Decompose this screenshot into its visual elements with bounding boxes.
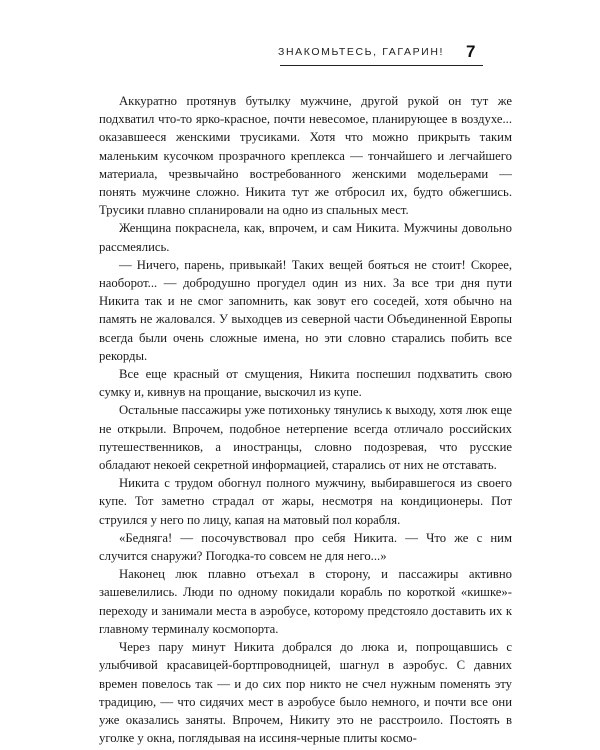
header-rule: [280, 65, 483, 66]
page-number: 7: [466, 42, 476, 61]
paragraph: Все еще красный от смущения, Никита поспешил подхватить свою сумку и, кивнув на прощание, выскочил из купе.: [99, 367, 512, 400]
paragraph: Через пару минут Никита добрался до люка и, попрощавшись с улыбчивой красавицей-бортпроводницей, шагнул в аэробус. С давних времен повелось так — и до сих пор никто не счел нужным поменять эту традицию, — что сидячих мест в аэробусе было немного, и почти все они уже оказались заняты. Впрочем, Никиту это не расстроило. Постоять в уголке у окна, поглядывая на иссиня-черные плиты космо-: [99, 640, 512, 746]
paragraph: Аккуратно протянув бутылку мужчине, другой рукой он тут же подхватил что-то ярко-красное, почти невесомое, планирующее в воздухе... оказавшееся женскими трусиками. Хотя что можно прикрыть таким маленьким кусочком прозрачного креплекса — тончайшего и легчайшего материала, чрезвычайно востребованного женскими модельерами — понять мужчине сложно. Никита тут же отбросил их, будто обжегшись. Трусики плавно спланировали на одно из спальных мест.: [99, 94, 512, 218]
paragraph: — Ничего, парень, привыкай! Таких вещей бояться не стоит! Скорее, наоборот... — добродушно прогудел один из них. За все три дня пути Никита так и не смог запомнить, как зовут его соседей, хотя обычно на память не жаловался. У выходцев из северной части Объединенной Европы всегда были очень сложные имена, но эти словно старались побить все рекорды.: [99, 257, 512, 363]
paragraph: Никита с трудом обогнул полного мужчину, выбиравшегося из своего купе. Тот заметно страдал от жары, несмотря на кондиционеры. Пот струился у него по лицу, капая на матовый пол корабля.: [99, 476, 512, 527]
body-text: [99, 92, 512, 747]
paragraph: Женщина покраснела, как, впрочем, и сам Никита. Мужчины довольно рассмеялись.: [99, 221, 512, 254]
paragraph: Наконец люк плавно отъехал в сторону, и пассажиры активно зашевелились. Люди по одному покидали корабль по короткой «кишке»-переходу и занимали места в аэробусе, которому предстояло доставить их к главному терминалу космопорта.: [99, 567, 512, 636]
running-header-title: ЗНАКОМЬТЕСЬ, ГАГАРИН!: [278, 46, 445, 58]
paragraph: «Бедняга! — посочувствовал про себя Никита. — Что же с ним случится снаружи? Погодка-то совсем не для него...»: [99, 530, 512, 564]
paragraph: Остальные пассажиры уже потихоньку тянулись к выходу, хотя люк еще не открыли. Впрочем, подобное нетерпение всегда отличало российских путешественников, а иностранцы, словно подозревая, что русские обладают некоей секретной информацией, старались от них не отставать.: [99, 403, 512, 473]
